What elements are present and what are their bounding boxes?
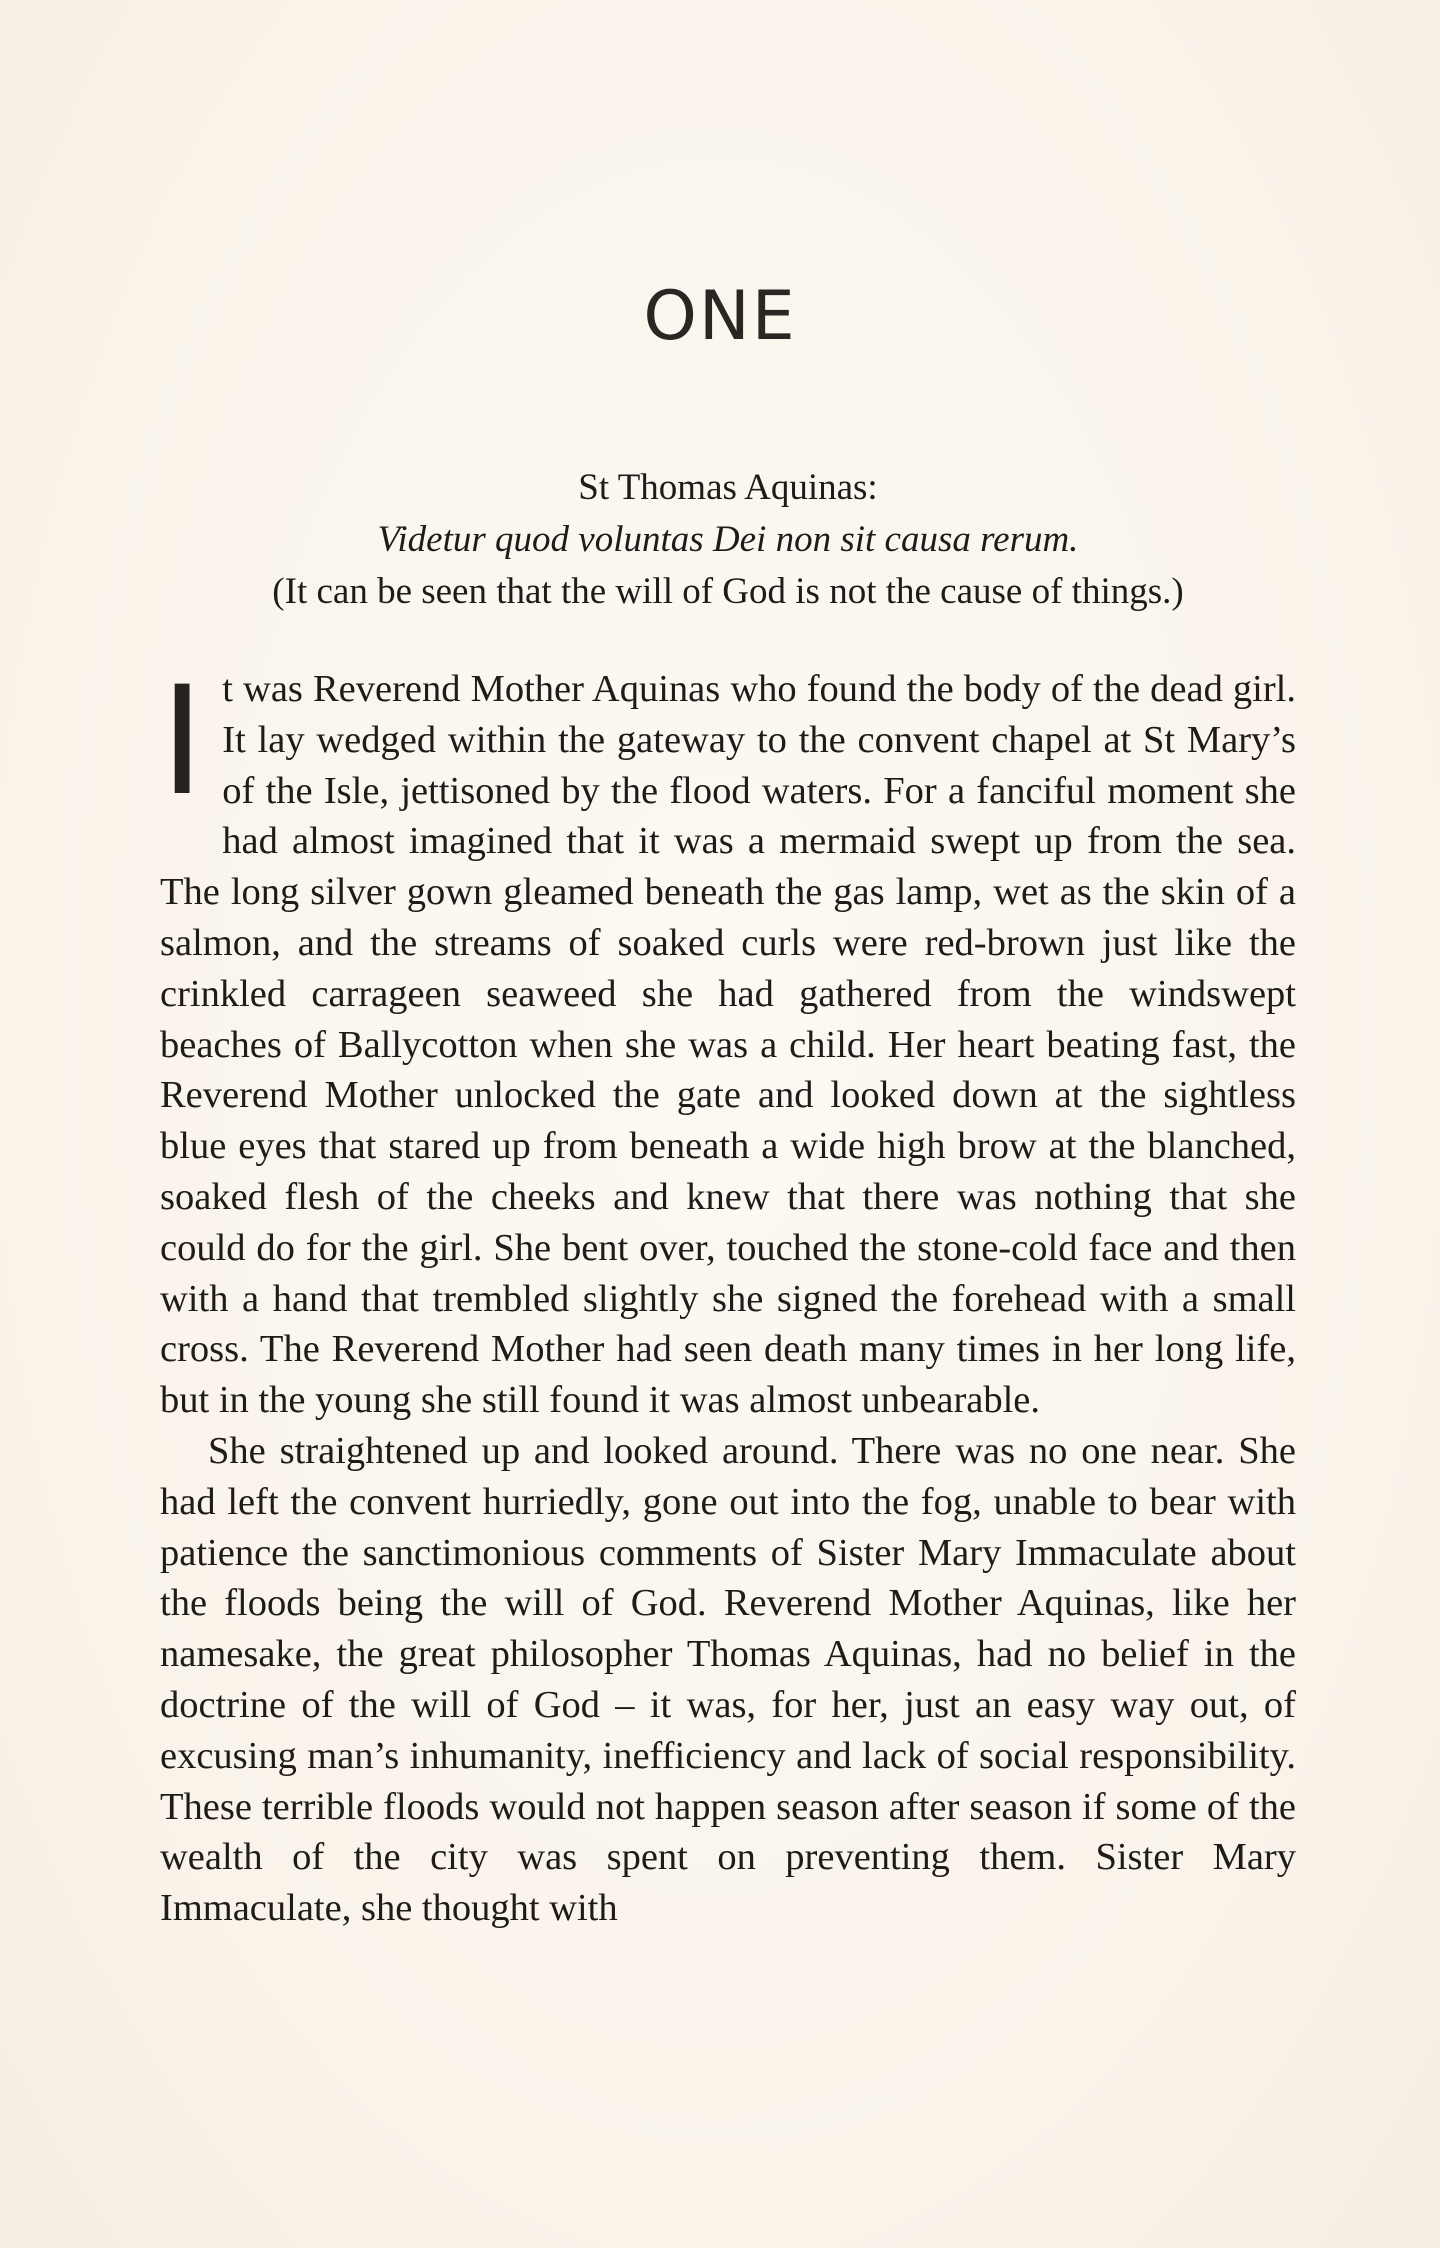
epigraph — [160, 462, 1296, 618]
epigraph-latin-quote: Videtur quod voluntas Dei non sit causa rerum. — [377, 519, 1079, 560]
epigraph-attribution: St Thomas Aquinas: — [578, 467, 878, 508]
paragraph-1-text: t was Reverend Mother Aquinas who found the body of the dead girl. It lay wedged within the gateway to the convent chapel at St Mary’s of the Isle, jettisoned by the flood waters. For a fanciful moment she had almost imagined that it was a mermaid swept up from the sea. The long silver gown gleamed beneath the gas lamp, wet as the skin of a salmon, and the streams of soaked curls were red-brown just like the crinkled carrageen seaweed she had gathered from the windswept beaches of Ballycotton when she was a child. Her heart beating fast, the Reverend Mother unlocked the gate and looked down at the sightless blue eyes that stared up from beneath a wide high brow at the blanched, soaked flesh of the cheeks and knew that there was nothing that she could do for the girl. She bent over, touched the stone-cold face and then with a hand that trembled slightly she signed the forehead with a small cross. The Reverend Mother had seen death many times in her long life, but in the young she still found it was almost unbearable. — [160, 668, 1296, 1422]
chapter-title: ONE — [643, 277, 797, 356]
epigraph-translation: (It can be seen that the will of God is not the cause of things.) — [272, 571, 1184, 612]
paragraph-1 — [160, 655, 1296, 1426]
paragraph-2: She straightened up and looked around. There was no one near. She had left the convent hurriedly, gone out into the fog, unable to bear with patience the sanctimonious comments of Sister Mary Immaculate about the floods being the will of God. Reverend Mother Aquinas, like her namesake, the great philosopher Thomas Aquinas, had no belief in the doctrine of the will of God – it was, for her, just an easy way out, of excusing man’s inhumanity, inefficiency and lack of social responsibility. These terrible floods would not happen season after season if some of the wealth of the city was spent on preventing them. Sister Mary Immaculate, she thought with — [160, 1429, 1296, 1930]
chapter-body — [160, 655, 1296, 1934]
drop-cap: I — [160, 655, 205, 829]
